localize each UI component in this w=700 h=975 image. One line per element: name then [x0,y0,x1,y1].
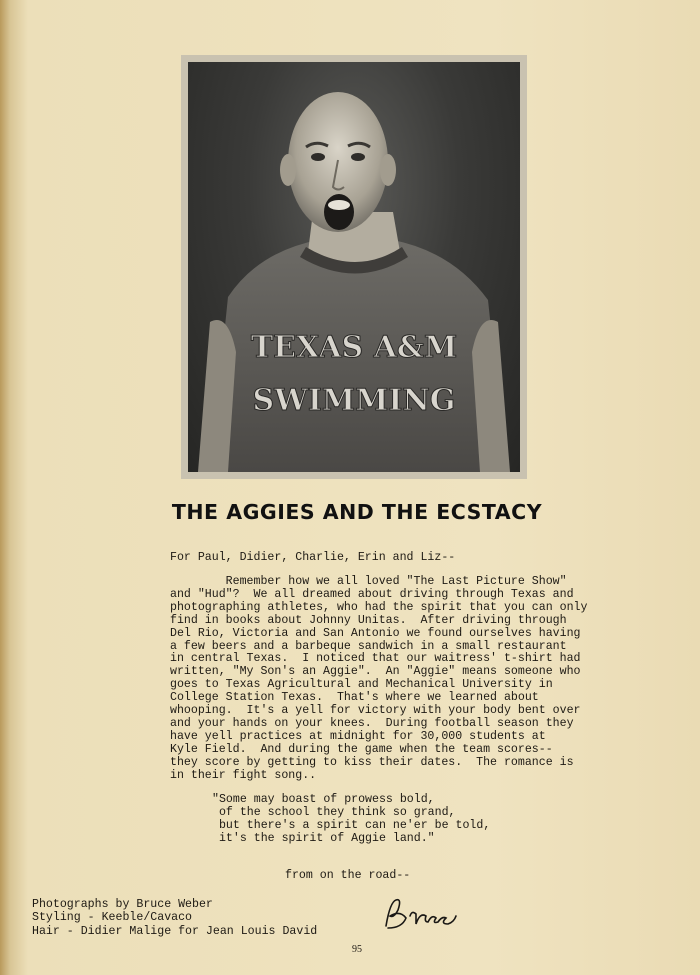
body-line: and your hands on your knees. During football season they [170,716,574,730]
handwritten-signature [380,892,460,936]
signoff: from on the road-- [285,869,411,882]
photo-frame [181,55,527,479]
body-line: written, "My Son's an Aggie". An "Aggie" means someone who [170,665,581,679]
poem-line: it's the spirit of Aggie land." [212,831,435,845]
body-line: Kyle Field. And during the game when the team scores-- [170,742,553,756]
body-line: photographing athletes, who had the spirit that you can only [170,600,588,614]
poem-line: but there's a spirit can ne'er be told, [212,818,491,832]
body-line: Remember how we all loved "The Last Picture Show" [170,575,567,588]
photo-credits [32,898,317,938]
page-number: 95 [352,944,362,955]
shirt-text-line2: SWIMMING [252,383,456,418]
body-line: whooping. It's a yell for victory with your body bent over [170,704,581,718]
fight-song-quote [212,794,490,846]
credit-line: Hair - Didier Malige for Jean Louis David [32,924,318,938]
athlete-illustration [188,62,520,472]
body-line: a few beers and a barbeque sandwich in a small restaurant [170,639,567,653]
article-title: THE AGGIES AND THE ECSTACY [171,500,543,524]
shirt-text-line1: TEXAS A&M [250,330,458,365]
athlete-photo [188,62,520,472]
body-line: goes to Texas Agricultural and Mechanical University in [170,678,553,692]
body-line: in central Texas. I noticed that our waitress' t-shirt had [170,652,581,666]
body-line: and "Hud"? We all dreamed about driving through Texas and [170,587,574,601]
body-line: Del Rio, Victoria and San Antonio we found ourselves having [170,626,581,640]
salutation: For Paul, Didier, Charlie, Erin and Liz-- [170,551,456,564]
credit-line: Styling - Keeble/Cavaco [32,911,193,925]
article-body [170,576,590,783]
poem-line: of the school they think so grand, [212,805,456,819]
body-line: College Station Texas. That's where we learned about [170,691,539,705]
poem-line: "Some may boast of prowess bold, [212,793,435,806]
credit-line: Photographs by Bruce Weber [32,898,213,911]
body-line: they score by getting to kiss their dates. The romance is [170,755,574,769]
body-line: in their fight song.. [170,768,317,782]
body-line: find in books about Johnny Unitas. After driving through [170,613,567,627]
body-line: have yell practices at midnight for 30,000 students at [170,729,546,743]
